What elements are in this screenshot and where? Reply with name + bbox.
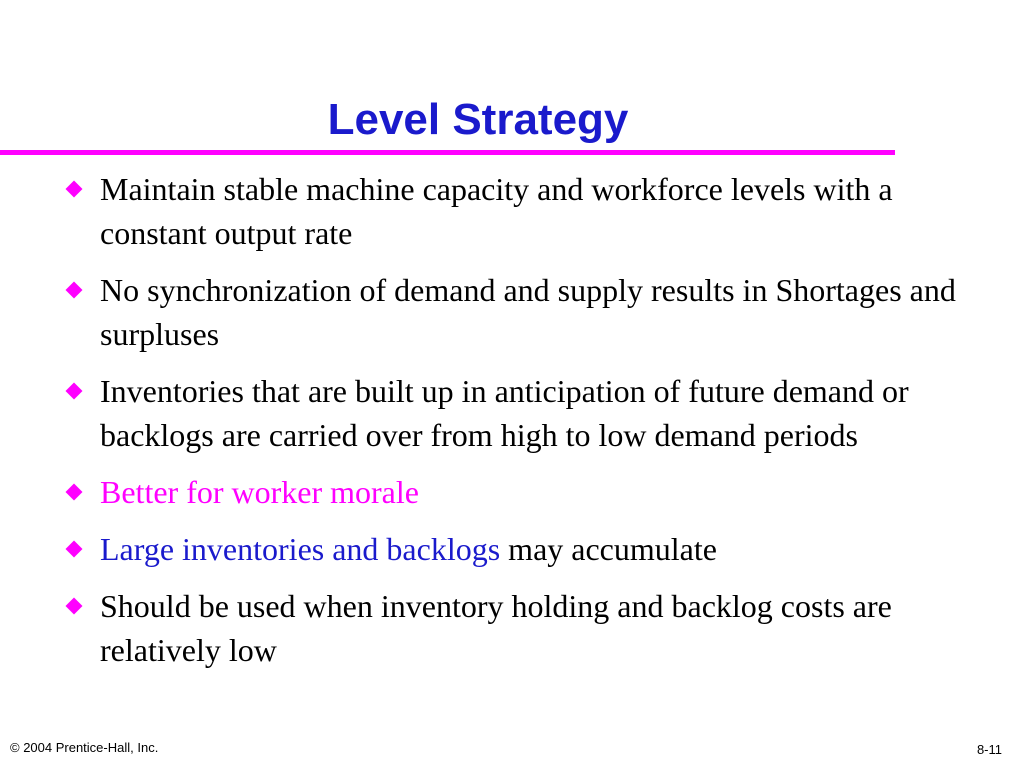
title-underline [0,150,895,155]
slide-title: Level Strategy [327,95,629,144]
diamond-bullet-icon [66,282,83,299]
bullet-text-highlight: Better for worker morale [100,474,419,510]
bullet-text: Maintain stable machine capacity and workforce levels with a constant output rate [100,171,893,251]
bullet-item [64,584,984,672]
diamond-bullet-icon [66,541,83,558]
bullet-item [64,369,984,457]
bullet-text: No synchronization of demand and supply results in Shortages and surpluses [100,272,956,352]
bullet-item [64,167,984,255]
bullet-text: may accumulate [500,531,717,567]
diamond-bullet-icon [66,383,83,400]
footer-page-number: 8-11 [976,742,1002,757]
bullet-text: Inventories that are built up in anticipation of future demand or backlogs are carried over from high to low demand periods [100,373,909,453]
diamond-bullet-icon [66,598,83,615]
bullet-text: Should be used when inventory holding and backlog costs are relatively low [100,588,892,668]
bullet-item [64,527,984,571]
footer-copyright: © 2004 Prentice-Hall, Inc. [10,740,159,755]
bullet-item [64,268,984,356]
bullet-item [64,470,984,514]
diamond-bullet-icon [66,181,83,198]
diamond-bullet-icon [66,484,83,501]
bullet-text-highlight: Large inventories and backlogs [100,531,501,567]
bullet-list [64,167,984,685]
